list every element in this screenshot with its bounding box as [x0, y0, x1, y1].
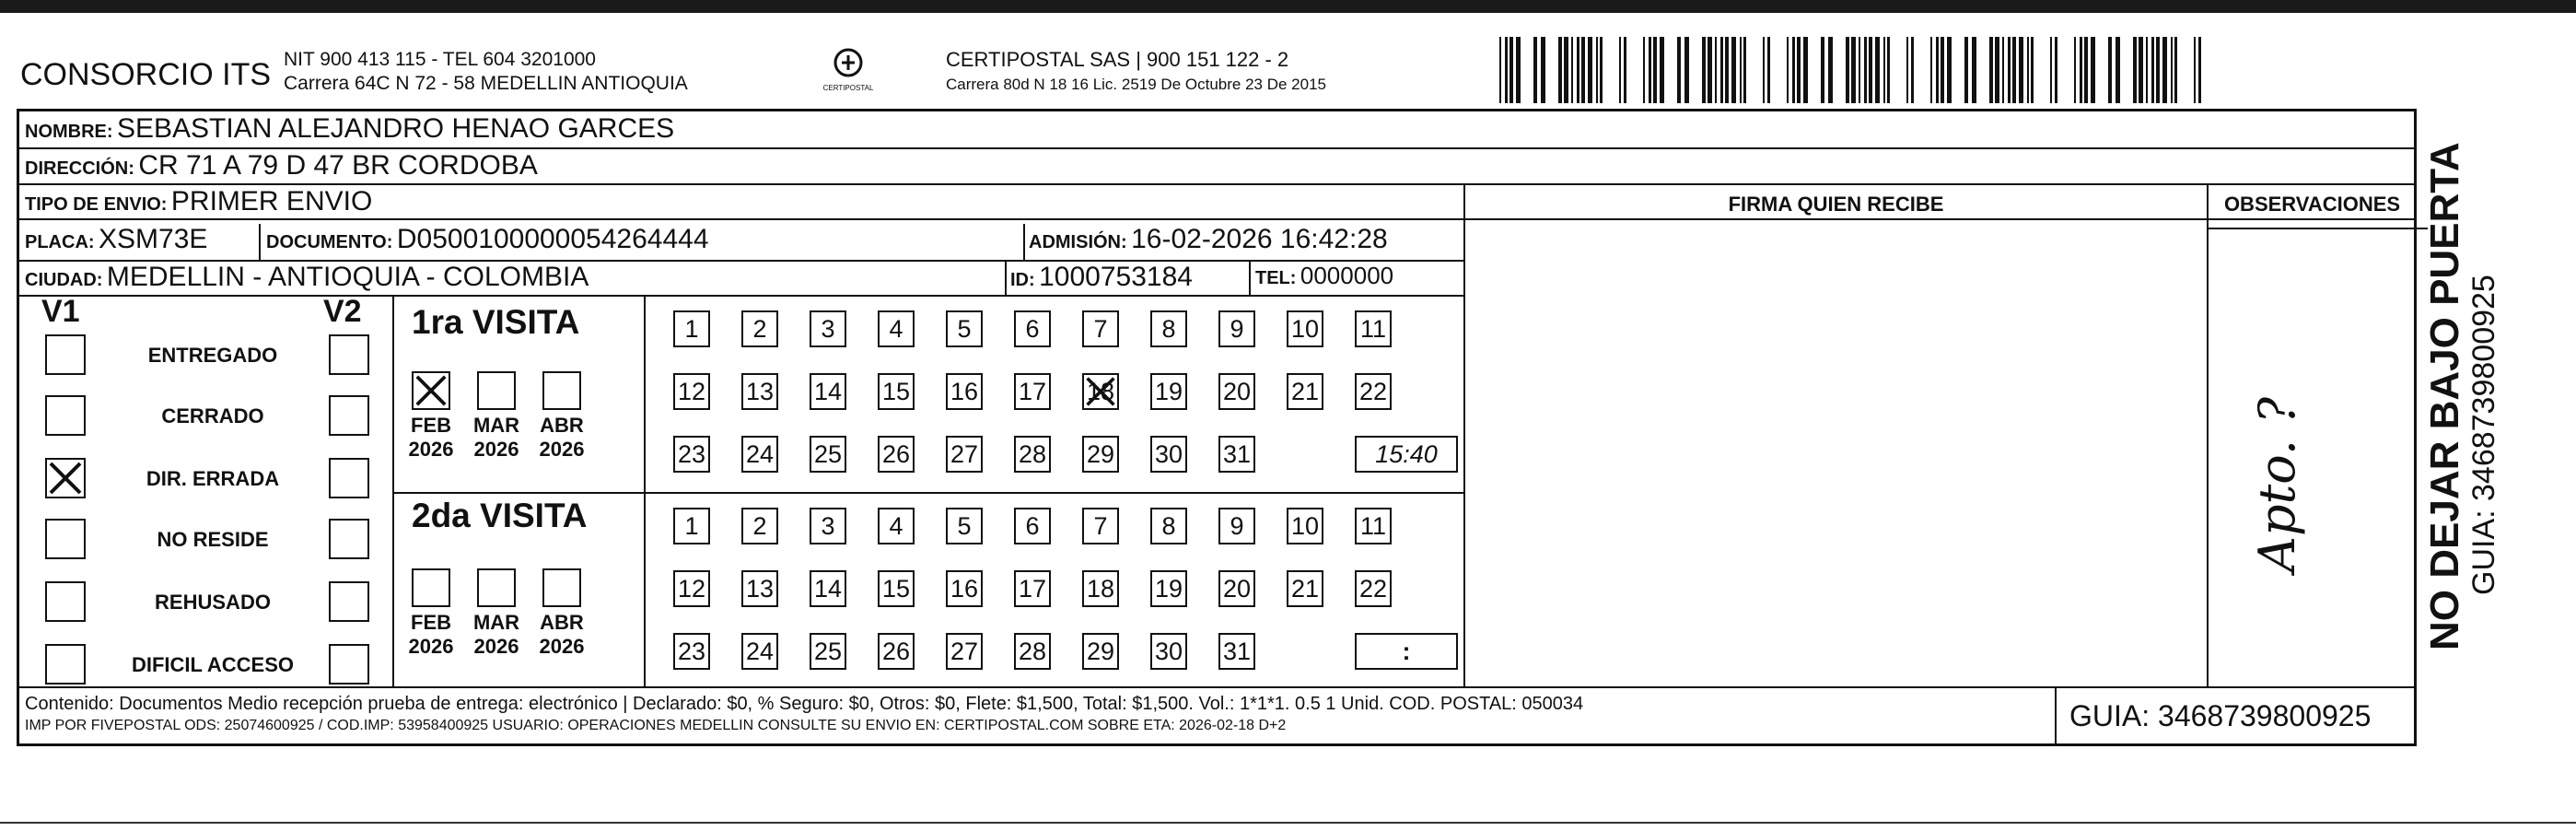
barcode-bar	[1869, 37, 1872, 103]
day-box[interactable]: 10	[1287, 508, 1323, 544]
barcode-bar	[2156, 37, 2160, 103]
nombre-row	[25, 113, 674, 145]
tel-label: TEL:	[1255, 268, 1297, 288]
day-box[interactable]: 9	[1218, 310, 1255, 347]
barcode	[1499, 37, 2210, 103]
day-box[interactable]: 14	[810, 373, 846, 410]
divider	[259, 224, 261, 261]
nit-line: NIT 900 413 115 - TEL 604 3201000	[284, 49, 596, 70]
footer-print-line: IMP POR FIVEPOSTAL ODS: 25074600925 / COD.IMP: 53958400925 USUARIO: OPERACIONES MEDELLIN CONSULTE SU ENVIO EN: CERTIPOSTAL.COM SOBRE ETA: 2026-02-18 D+2	[25, 718, 1287, 733]
direccion-value: CR 71 A 79 D 47 BR CORDOBA	[138, 150, 538, 181]
carrier-address: Carrera 80d N 18 16 Lic. 2519 De Octubre 23 De 2015	[946, 76, 1326, 93]
day-box[interactable]: 19	[1150, 570, 1187, 607]
day-box[interactable]: 20	[1218, 570, 1255, 607]
barcode-bar	[1995, 37, 1999, 103]
barcode-bar	[2074, 37, 2076, 103]
day-box[interactable]: 27	[946, 633, 983, 670]
day-box[interactable]: 20	[1218, 373, 1255, 410]
v1-checkbox[interactable]	[45, 458, 86, 498]
divider	[1249, 260, 1251, 295]
status-option-label: NO RESIDE	[157, 528, 269, 551]
barcode-bar	[2055, 37, 2057, 103]
day-box[interactable]: 27	[946, 436, 983, 473]
barcode-bar	[1821, 37, 1824, 103]
visit-1-title: 1ra VISITA	[412, 303, 580, 341]
barcode-bar	[1505, 37, 1508, 103]
barcode-bar	[1596, 37, 1598, 103]
ciudad-value: MEDELLIN - ANTIOQUIA - COLOMBIA	[106, 262, 589, 292]
admision-label: ADMISIÓN:	[1029, 232, 1127, 252]
barcode-bar	[2194, 37, 2196, 103]
barcode-bar	[1787, 37, 1789, 103]
v1-checkbox[interactable]	[45, 395, 86, 436]
tel-value: 0000000	[1300, 262, 1394, 289]
day-box[interactable]: 28	[1014, 633, 1051, 670]
barcode-bar	[1803, 37, 1808, 103]
barcode-bar	[1509, 37, 1513, 103]
status-option-label: CERRADO	[161, 404, 264, 427]
year-label: 2026	[473, 635, 519, 658]
barcode-bar	[1684, 37, 1689, 103]
barcode-bar	[2012, 37, 2016, 103]
barcode-bar	[1619, 37, 1621, 103]
year-label: 2026	[539, 635, 585, 658]
barcode-bar	[2019, 37, 2023, 103]
divider	[2207, 228, 2428, 229]
carrier-info	[946, 48, 1326, 94]
nombre-label: NOMBRE:	[25, 122, 113, 142]
day-box[interactable]: 6	[1014, 310, 1051, 347]
day-box[interactable]: 4	[878, 508, 915, 544]
barcode-bar	[1571, 37, 1573, 103]
month-checkbox[interactable]	[542, 371, 581, 410]
divider	[19, 218, 2414, 220]
barcode-bar	[2050, 37, 2052, 103]
admision-value: 16-02-2026 16:42:28	[1131, 224, 1388, 254]
day-box[interactable]: 31	[1218, 436, 1255, 473]
barcode-bar	[1731, 37, 1736, 103]
divider	[2207, 183, 2209, 686]
day-box[interactable]: 26	[878, 633, 915, 670]
v1-checkbox[interactable]	[45, 334, 86, 375]
side-warning: NO DEJAR BAJO PUERTA	[2422, 142, 2467, 650]
status-option-label: DIFICIL ACCESO	[131, 653, 294, 676]
day-box[interactable]: 25	[810, 436, 846, 473]
day-box[interactable]: 14	[810, 570, 846, 607]
tel-cell	[1255, 262, 1393, 290]
barcode-bar	[2171, 37, 2173, 103]
barcode-bar	[1792, 37, 1795, 103]
day-box[interactable]: 23	[673, 436, 710, 473]
documento-value: D0500100000054264444	[396, 224, 709, 254]
day-box[interactable]: 7	[1082, 310, 1119, 347]
footer-content-line: Contenido: Documentos Medio recepción prueba de entrega: electrónico | Declarado: $0, % Seguro: $0, Otros: $0, Flete: $1,500, Total: $1,500. Vol.: 1*1*1. 0.5 1 Unid. COD. POSTAL: 050034	[25, 694, 1584, 714]
barcode-bar	[2116, 37, 2120, 103]
barcode-bar	[1875, 37, 1880, 103]
admision-cell	[1029, 224, 1388, 255]
tipo-envio-row	[25, 186, 372, 217]
barcode-bar	[1767, 37, 1770, 103]
barcode-bar	[1740, 37, 1742, 103]
barcode-bar	[1643, 37, 1645, 103]
day-box[interactable]: 22	[1355, 373, 1392, 410]
barcode-bar	[1911, 37, 1914, 103]
month-year-label	[469, 414, 524, 462]
v1-checkbox[interactable]	[45, 519, 86, 559]
day-box[interactable]: 8	[1150, 508, 1187, 544]
scan-top-edge	[0, 0, 2576, 13]
barcode-bar	[1964, 37, 1968, 103]
status-option-label: ENTREGADO	[147, 344, 278, 367]
certipostal-logo	[820, 44, 877, 92]
barcode-bar	[1708, 37, 1712, 103]
carrier-line: CERTIPOSTAL SAS | 900 151 122 - 2	[946, 48, 1289, 71]
v1-header: V1	[41, 294, 80, 329]
day-box[interactable]: 28	[1014, 436, 1051, 473]
barcode-bar	[1541, 37, 1545, 103]
day-box[interactable]: 13	[741, 570, 778, 607]
v2-checkbox[interactable]	[329, 581, 369, 622]
barcode-bar	[1499, 37, 1501, 103]
day-box[interactable]: 5	[946, 508, 983, 544]
barcode-bar	[2198, 37, 2201, 103]
visit-2-title: 2da VISITA	[412, 497, 588, 534]
day-box[interactable]: 26	[878, 436, 915, 473]
month-checkbox[interactable]	[412, 371, 450, 410]
day-box[interactable]: 3	[810, 508, 846, 544]
day-box[interactable]: 16	[946, 570, 983, 607]
v1-checkbox[interactable]	[45, 644, 86, 685]
barcode-bar	[2091, 37, 2095, 103]
month-label: FEB	[411, 611, 451, 634]
day-box[interactable]: 23	[673, 633, 710, 670]
day-box[interactable]: 17	[1014, 570, 1051, 607]
day-box[interactable]: 29	[1082, 436, 1119, 473]
day-box[interactable]: 7	[1082, 508, 1119, 544]
day-box[interactable]: 29	[1082, 633, 1119, 670]
day-box[interactable]: 11	[1355, 310, 1392, 347]
month-checkbox[interactable]	[477, 568, 516, 607]
barcode-bar	[1828, 37, 1833, 103]
v2-header: V2	[323, 294, 362, 329]
barcode-bar	[1972, 37, 1976, 103]
month-label: MAR	[472, 414, 520, 437]
divider	[19, 295, 1465, 297]
month-year-label	[403, 414, 459, 462]
barcode-bar	[1653, 37, 1657, 103]
barcode-bar	[2008, 37, 2011, 103]
barcode-bar	[1558, 37, 1562, 103]
barcode-bar	[1702, 37, 1706, 103]
visit-time-box[interactable]: :	[1355, 633, 1458, 670]
divider	[1023, 224, 1025, 261]
day-number: 18	[1086, 378, 1115, 405]
month-year-label	[534, 611, 589, 659]
day-box[interactable]: 1	[673, 508, 710, 544]
id-label: ID:	[1010, 270, 1035, 290]
divider	[644, 295, 646, 686]
barcode-bar	[1941, 37, 1944, 103]
day-box[interactable]: 24	[741, 436, 778, 473]
company-address: Carrera 64C N 72 - 58 MEDELLIN ANTIOQUIA	[284, 73, 688, 94]
divider	[19, 183, 2414, 185]
status-option-label: DIR. ERRADA	[146, 467, 280, 490]
month-label: ABR	[540, 611, 584, 634]
footer-guia: GUIA: 3468739800925	[2069, 699, 2372, 732]
day-box[interactable]: 17	[1014, 373, 1051, 410]
year-label: 2026	[408, 438, 454, 461]
day-box[interactable]: 5	[946, 310, 983, 347]
day-box[interactable]: 11	[1355, 508, 1392, 544]
v2-checkbox[interactable]	[329, 334, 369, 375]
barcode-bar	[2139, 37, 2143, 103]
barcode-bar	[1577, 37, 1579, 103]
day-box[interactable]: 16	[946, 373, 983, 410]
firma-header: FIRMA QUIEN RECIBE	[1728, 193, 1944, 216]
ciudad-cell	[25, 262, 589, 293]
company-info	[284, 48, 688, 96]
barcode-bar	[1906, 37, 1908, 103]
day-box[interactable]: 3	[810, 310, 846, 347]
year-label: 2026	[473, 438, 519, 461]
day-box[interactable]: 6	[1014, 508, 1051, 544]
day-box[interactable]: 15	[878, 570, 915, 607]
barcode-bar	[1533, 37, 1537, 103]
observation-handwriting: Apto. ?	[2248, 396, 2306, 572]
barcode-bar	[2080, 37, 2082, 103]
day-box[interactable]: 9	[1218, 508, 1255, 544]
year-label: 2026	[408, 635, 454, 658]
barcode-bar	[1564, 37, 1568, 103]
direccion-row	[25, 150, 538, 181]
divider	[392, 492, 1465, 494]
barcode-bar	[1624, 37, 1626, 103]
barcode-bar	[1864, 37, 1867, 103]
scan-bottom-edge	[0, 822, 2576, 824]
barcode-bar	[1859, 37, 1860, 103]
barcode-bar	[1725, 37, 1729, 103]
month-checkbox[interactable]	[412, 568, 450, 607]
ciudad-label: CIUDAD:	[25, 270, 103, 290]
barcode-bar	[1649, 37, 1651, 103]
barcode-bar	[2151, 37, 2154, 103]
observaciones-header: OBSERVACIONES	[2223, 193, 2401, 216]
day-box[interactable]: 1	[673, 310, 710, 347]
divider	[1463, 183, 1465, 686]
month-year-label	[469, 611, 524, 659]
barcode-bar	[1883, 37, 1885, 103]
day-box[interactable]: 12	[673, 570, 710, 607]
barcode-bar	[2084, 37, 2088, 103]
day-box[interactable]: 19	[1150, 373, 1187, 410]
day-box[interactable]: 18	[1082, 570, 1119, 607]
barcode-bar	[1743, 37, 1746, 103]
month-label: ABR	[540, 414, 584, 437]
month-checkbox[interactable]	[477, 371, 516, 410]
barcode-bar	[1720, 37, 1723, 103]
divider	[392, 295, 394, 686]
barcode-bar	[1846, 37, 1849, 103]
company-name: CONSORCIO ITS	[20, 57, 272, 92]
day-box[interactable]: 21	[1287, 373, 1323, 410]
barcode-bar	[1797, 37, 1801, 103]
barcode-bar	[1581, 37, 1585, 103]
documento-label: DOCUMENTO:	[266, 232, 393, 252]
placa-cell	[25, 224, 207, 255]
logo-text: CERTIPOSTAL	[822, 84, 874, 92]
barcode-bar	[1930, 37, 1932, 103]
nombre-value: SEBASTIAN ALEJANDRO HENAO GARCES	[117, 113, 675, 144]
month-year-label	[403, 611, 459, 659]
v2-checkbox[interactable]	[329, 458, 369, 498]
day-box[interactable]: 12	[673, 373, 710, 410]
month-label: MAR	[472, 611, 520, 634]
day-box[interactable]: 21	[1287, 570, 1323, 607]
day-box[interactable]: 2	[741, 508, 778, 544]
day-box[interactable]: 30	[1150, 633, 1187, 670]
check-mark-icon	[47, 460, 84, 497]
day-box[interactable]: 31	[1218, 633, 1255, 670]
month-year-label	[534, 414, 589, 462]
v1-checkbox[interactable]	[45, 581, 86, 622]
day-box[interactable]: 15	[878, 373, 915, 410]
barcode-bar	[1936, 37, 1939, 103]
logo-emblem-icon	[820, 44, 877, 101]
id-cell	[1010, 262, 1193, 293]
tipo-envio-label: TIPO DE ENVIO:	[25, 194, 168, 215]
barcode-bar	[2002, 37, 2004, 103]
documento-cell	[266, 224, 709, 255]
day-box[interactable]: 24	[741, 633, 778, 670]
barcode-bar	[1660, 37, 1664, 103]
barcode-bar	[1677, 37, 1681, 103]
year-label: 2026	[539, 438, 585, 461]
shipping-form	[17, 109, 2417, 746]
barcode-bar	[2174, 37, 2177, 103]
barcode-bar	[2108, 37, 2112, 103]
id-value: 1000753184	[1039, 262, 1193, 292]
v2-checkbox[interactable]	[329, 644, 369, 685]
visit-time-box[interactable]: 15:40	[1355, 436, 1458, 473]
barcode-bar	[1715, 37, 1717, 103]
day-box[interactable]: 30	[1150, 436, 1187, 473]
barcode-bar	[1516, 37, 1521, 103]
day-box[interactable]: 2	[741, 310, 778, 347]
side-guia: GUIA: 3468739800925	[2466, 275, 2501, 595]
direccion-label: DIRECCIÓN:	[25, 158, 134, 179]
check-mark-icon	[414, 373, 449, 408]
day-box[interactable]	[1082, 373, 1119, 410]
barcode-bar	[1600, 37, 1603, 103]
month-checkbox[interactable]	[542, 568, 581, 607]
day-box[interactable]: 8	[1150, 310, 1187, 347]
barcode-bar	[1588, 37, 1592, 103]
barcode-bar	[1989, 37, 1993, 103]
month-label: FEB	[411, 414, 451, 437]
barcode-bar	[1887, 37, 1890, 103]
tipo-envio-value: PRIMER ENVIO	[170, 186, 373, 217]
v2-checkbox[interactable]	[329, 395, 369, 436]
barcode-bar	[2027, 37, 2029, 103]
status-option-label: REHUSADO	[155, 591, 271, 614]
divider	[19, 147, 2414, 149]
barcode-bar	[1763, 37, 1765, 103]
placa-label: PLACA:	[25, 232, 95, 252]
barcode-bar	[2133, 37, 2137, 103]
barcode-bar	[1851, 37, 1856, 103]
divider	[2055, 686, 2057, 743]
v2-checkbox[interactable]	[329, 519, 369, 559]
day-box[interactable]: 25	[810, 633, 846, 670]
day-box[interactable]: 10	[1287, 310, 1323, 347]
barcode-bar	[2162, 37, 2167, 103]
day-box[interactable]: 13	[741, 373, 778, 410]
barcode-bar	[2031, 37, 2034, 103]
barcode-bar	[1947, 37, 1952, 103]
day-box[interactable]: 22	[1355, 570, 1392, 607]
placa-value: XSM73E	[99, 224, 208, 254]
divider	[1005, 260, 1007, 295]
barcode-bar	[2146, 37, 2148, 103]
day-box[interactable]: 4	[878, 310, 915, 347]
